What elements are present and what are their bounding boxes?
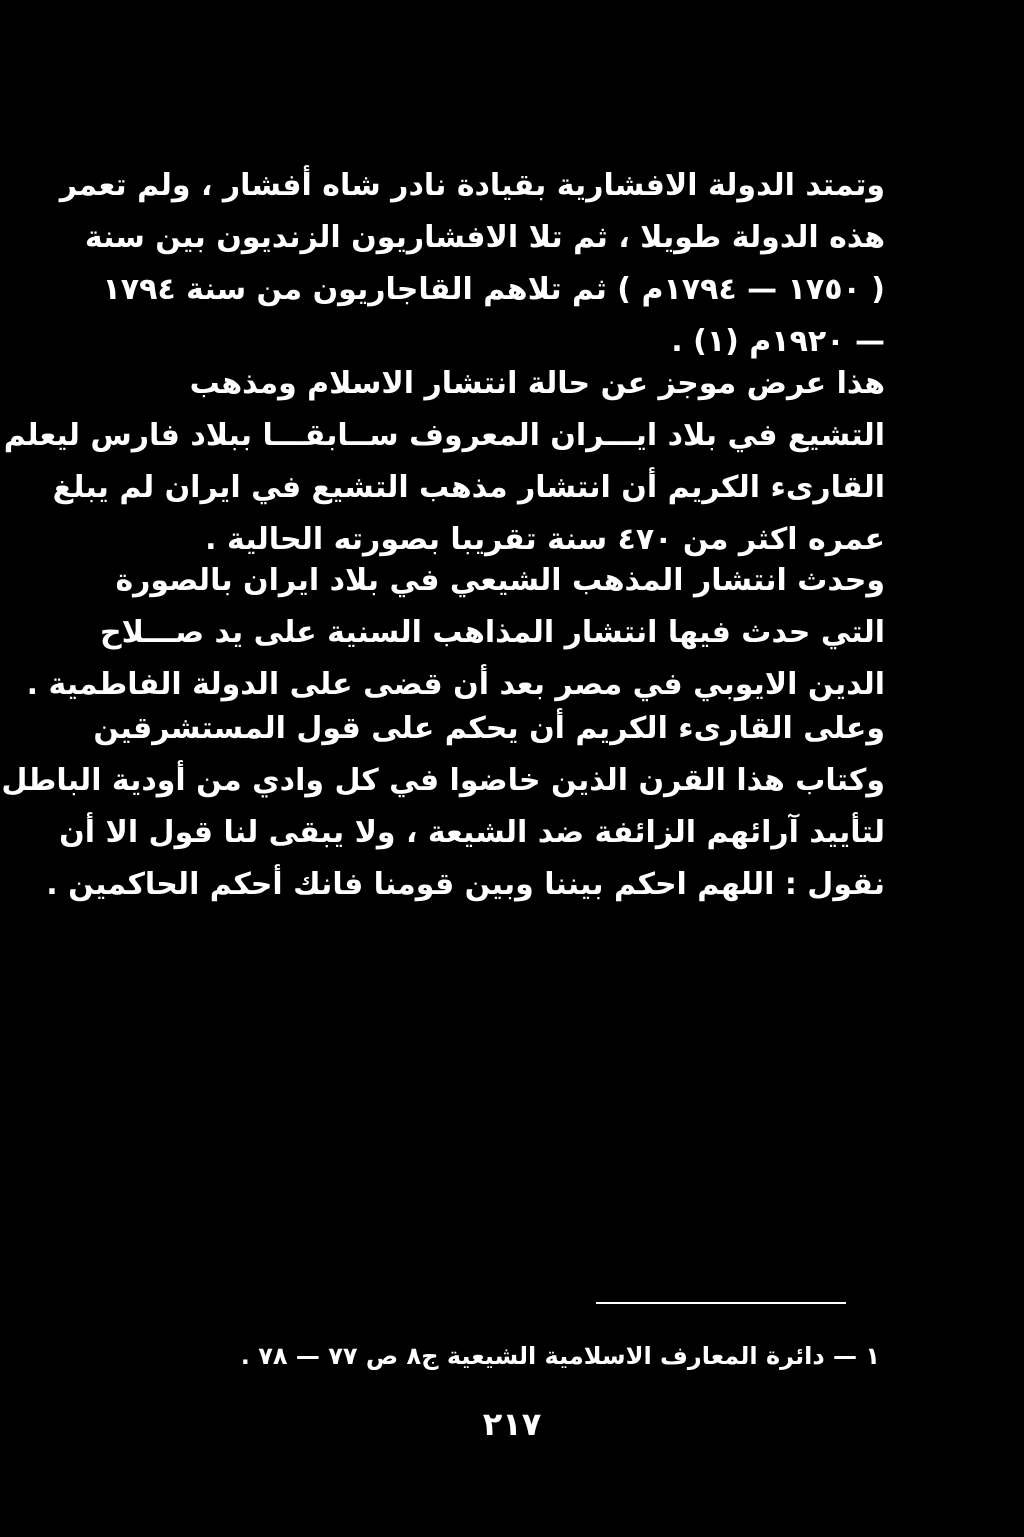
paragraph-line: وتمتد الدولة الافشارية بقيادة نادر شاه أفشار ، ولم تعمر (59, 168, 885, 203)
paragraph-line: القارىء الكريم أن انتشار مذهب التشيع في ايران لم يبلغ (52, 470, 885, 505)
paragraph-1 (59, 160, 885, 368)
footnote-divider (596, 1302, 846, 1304)
paragraph-line: وحدث انتشار المذهب الشيعي في بلاد ايران بالصورة (115, 563, 885, 598)
paragraph-line: — ١٩٢٠م (١) . (671, 324, 885, 359)
paragraph-line: لتأييد آرائهم الزائفة ضد الشيعة ، ولا يبقى لنا قول الا أن (59, 815, 885, 850)
paragraph-line: ( ١٧٥٠ — ١٧٩٤م ) ثم تلاهم القاجاريون من سنة ١٧٩٤ (102, 272, 885, 307)
paragraph-4 (1, 703, 885, 911)
paragraph-2 (3, 358, 885, 566)
paragraph-line: وعلى القارىء الكريم أن يحكم على قول المستشرقين (93, 711, 885, 746)
page-number: ٢١٧ (482, 1405, 542, 1443)
paragraph-3 (26, 555, 885, 711)
paragraph-line: التشيع في بلاد ايـــران المعروف ســابقـــا ببلاد فارس ليعلم (3, 418, 885, 453)
paragraph-line: هذه الدولة طويلا ، ثم تلا الافشاريون الزنديون بين سنة (84, 220, 885, 255)
paragraph-line: وكتاب هذا القرن الذين خاضوا في كل وادي من أودية الباطل (1, 763, 885, 798)
paragraph-line: هذا عرض موجز عن حالة انتشار الاسلام ومذهب (189, 366, 885, 401)
footnote: ١ — دائرة المعارف الاسلامية الشيعية ج٨ ص ٧٧ — ٧٨ . (240, 1342, 880, 1370)
paragraph-line: نقول : اللهم احكم بيننا وبين قومنا فانك أحكم الحاكمين . (46, 867, 885, 902)
paragraph-line: عمره اكثر من ٤٧٠ سنة تقريبا بصورته الحالية . (205, 522, 885, 557)
paragraph-line: الدين الايوبي في مصر بعد أن قضى على الدولة الفاطمية . (26, 667, 885, 702)
paragraph-line: التي حدث فيها انتشار المذاهب السنية على يد صـــلاح (99, 615, 885, 650)
